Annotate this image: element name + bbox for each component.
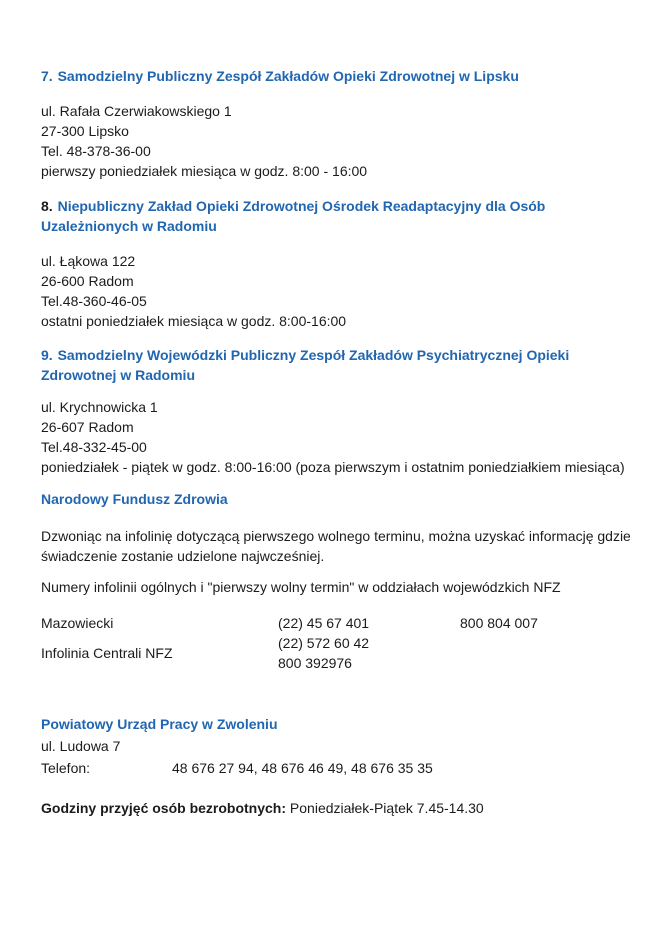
facility-8-hours: ostatni poniedziałek miesiąca w godz. 8:00-16:00 bbox=[41, 313, 347, 329]
pup-address: ul. Ludowa 7 bbox=[41, 738, 121, 754]
facility-8-city: 26-600 Radom bbox=[41, 273, 134, 289]
facility-8-heading bbox=[41, 196, 641, 236]
nfz-region-label: Mazowiecki bbox=[41, 615, 114, 631]
nfz-central-tollfree bbox=[460, 633, 641, 673]
document-content bbox=[41, 66, 641, 818]
facility-7-city: 27-300 Lipsko bbox=[41, 123, 129, 139]
facility-7-heading bbox=[41, 66, 641, 86]
facility-7-phone: Tel. 48-378-36-00 bbox=[41, 143, 151, 159]
pup-phone-label: Telefon: bbox=[41, 760, 91, 776]
facility-7-number: 7. bbox=[41, 68, 53, 84]
nfz-central-phones bbox=[278, 633, 460, 673]
facility-9-street: ul. Krychnowicka 1 bbox=[41, 399, 158, 415]
nfz-heading: Narodowy Fundusz Zdrowia bbox=[41, 491, 228, 507]
facility-7-hours: pierwszy poniedziałek miesiąca w godz. 8:00 - 16:00 bbox=[41, 163, 368, 179]
facility-7-street: ul. Rafała Czerwiakowskiego 1 bbox=[41, 103, 232, 119]
nfz-region-phone: (22) 45 67 401 bbox=[278, 615, 370, 631]
nfz-paragraph-numbers: Numery infolinii ogólnych i "pierwszy wolny termin" w oddziałach wojewódzkich NFZ bbox=[41, 579, 561, 595]
facility-8-phone: Tel.48-360-46-05 bbox=[41, 293, 147, 309]
pup-hours-label: Godziny przyjęć osób bezrobotnych: bbox=[41, 800, 287, 816]
nfz-paragraph-infoline: Dzwoniąc na infolinię dotyczącą pierwszego wolnego terminu, można uzyskać informację gdzie świadczenie zostanie udzielone najwcześniej. bbox=[41, 528, 631, 564]
facility-9-phone: Tel.48-332-45-00 bbox=[41, 439, 147, 455]
pup-phone-row bbox=[41, 758, 641, 778]
nfz-central-label: Infolinia Centrali NFZ bbox=[41, 645, 173, 661]
facility-8-address-block bbox=[41, 251, 641, 331]
facility-9-name: Samodzielny Wojewódzki Publiczny Zespół Zakładów Psychiatrycznej Opieki Zdrowotnej w Radomiu bbox=[41, 347, 570, 383]
facility-8-street: ul. Łąkowa 122 bbox=[41, 253, 136, 269]
facility-7-name: Samodzielny Publiczny Zespół Zakładów Opieki Zdrowotnej w Lipsku bbox=[57, 68, 519, 84]
nfz-central-phone-2: 800 392976 bbox=[278, 655, 352, 671]
facility-8-name: Niepubliczny Zakład Opieki Zdrowotnej Ośrodek Readaptacyjny dla Osób Uzależnionych w Radomiu bbox=[41, 198, 546, 234]
pup-heading: Powiatowy Urząd Pracy w Zwoleniu bbox=[41, 716, 278, 732]
nfz-central-phone-1: (22) 572 60 42 bbox=[278, 635, 370, 651]
facility-9-hours: poniedziałek - piątek w godz. 8:00-16:00 (poza pierwszym i ostatnim poniedziałkiem miesiąca) bbox=[41, 459, 625, 475]
facility-9-number: 9. bbox=[41, 347, 53, 363]
nfz-region-tollfree: 800 804 007 bbox=[460, 615, 538, 631]
nfz-phone-table bbox=[41, 613, 641, 673]
pup-hours-value: Poniedziałek-Piątek 7.45-14.30 bbox=[289, 800, 484, 816]
facility-9-address-block bbox=[41, 397, 641, 477]
pup-phone-numbers: 48 676 27 94, 48 676 46 49, 48 676 35 35 bbox=[172, 760, 433, 776]
pup-hours-line bbox=[41, 798, 641, 818]
facility-8-number: 8. bbox=[41, 198, 53, 214]
facility-9-city: 26-607 Radom bbox=[41, 419, 134, 435]
facility-7-address-block bbox=[41, 101, 641, 181]
facility-9-heading bbox=[41, 345, 641, 385]
